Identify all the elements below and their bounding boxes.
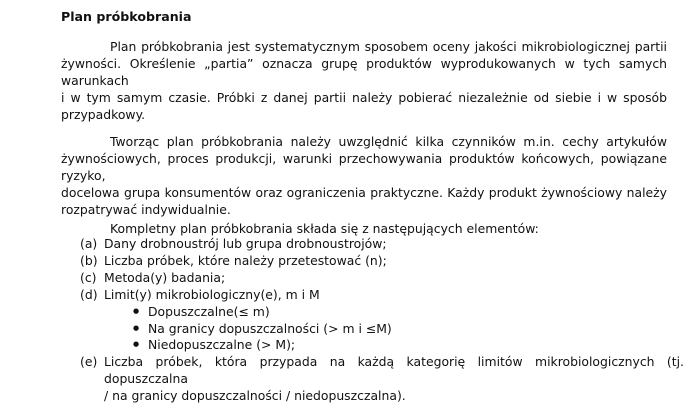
paragraph-line: przypadkowy. [61,106,146,122]
list-marker: (e) [80,354,98,370]
list-item-text: Dany drobnoustrój lub grupa drobnoustrojów; [104,236,387,251]
list-item [80,236,670,253]
sublist-item [130,337,670,354]
paragraph-sampling-plan [61,39,667,124]
list-marker: (a) [80,236,98,251]
list-item-text: Liczba próbek, które należy przetestować (n); [104,252,387,268]
limits-sublist [130,304,670,355]
list-item [80,287,670,355]
list-item-text: Limit(y) mikrobiologiczny(e), m i M [104,286,320,302]
bullet-icon [133,304,139,322]
list-item-text: Metoda(y) badania; [104,269,226,285]
sublist-item-text: Niedopuszczalne (> M); [148,337,296,353]
paragraph-line: Tworząc plan próbkobrania należy uwzględnić kilka czynników m.in. cechy artykułów [110,134,667,149]
sublist-item [130,321,670,338]
list-item-text: / na granicy dopuszczalności / niedopuszczalna). [104,388,406,404]
list-item-text: Liczba próbek, która przypada na każdą kategorię limitów mikrobiologicznych (tj. dopuszczalna [104,354,684,387]
list-intro: Kompletny plan próbkobrania składa się z następujących elementów: [110,221,539,236]
paragraph-line: rozpatrywać indywidualnie. [61,201,231,217]
bullet-icon [133,337,139,355]
section-title: Plan próbkobrania [61,9,192,24]
paragraph-line: żywności. Określenie „partia” oznacza grupę produktów wyprodukowanych w tych samych warunkach [61,55,667,88]
list-marker: (d) [80,286,98,302]
sublist-item-text: Na granicy dopuszczalności (> m i ≤M) [148,320,392,336]
list-marker: (b) [80,252,98,268]
list-item [80,253,670,270]
sublist-item [130,304,670,321]
bullet-icon [133,321,139,339]
paragraph-line: i w tym samym czasie. Próbki z danej partii należy pobierać niezależnie od siebie i w sposób [61,89,667,105]
paragraph-line: Plan próbkobrania jest systematycznym sposobem oceny jakości mikrobiologicznej partii [110,39,667,54]
elements-list [80,236,684,405]
paragraph-line: docelowa grupa konsumentów oraz ograniczenia praktyczne. Każdy produkt żywnościowy należy [61,184,667,200]
paragraph-line: żywnościowych, proces produkcji, warunki przechowywania produktów końcowych, powiązane ryzyko, [61,150,667,183]
sublist-item-text: Dopuszczalne(≤ m) [148,303,270,319]
list-item [80,270,670,287]
list-marker: (c) [80,269,97,285]
paragraph-factors [61,134,667,219]
list-item [80,354,684,405]
